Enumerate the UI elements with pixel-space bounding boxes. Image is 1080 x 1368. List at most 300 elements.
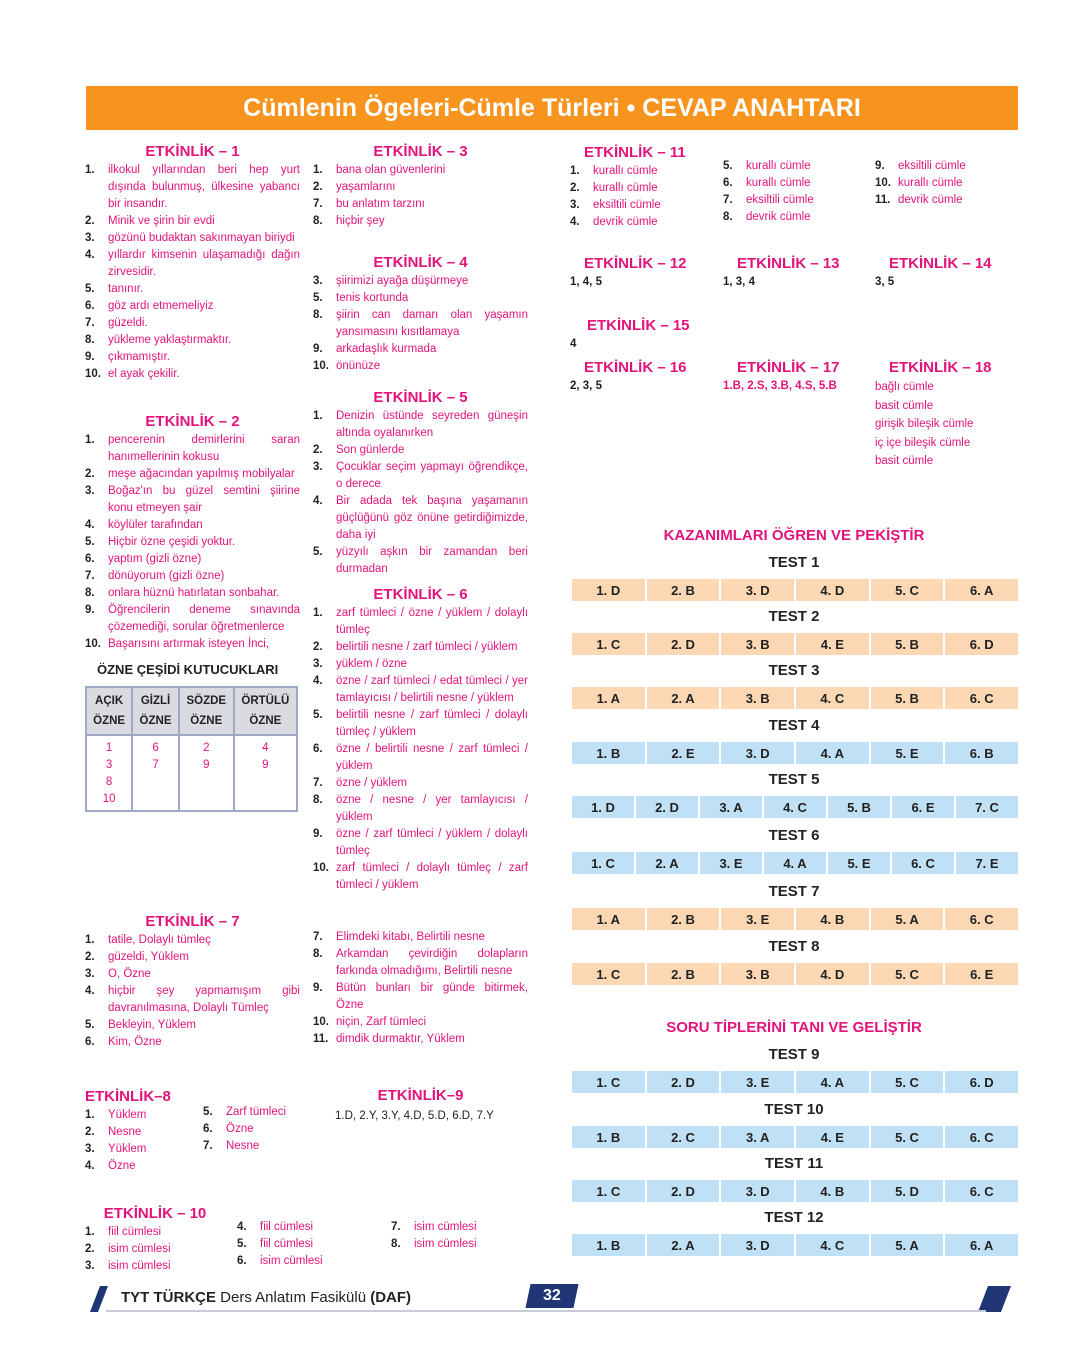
item-number: 10. (85, 368, 101, 380)
item-text: Nesne (226, 1140, 260, 1152)
test-answer-cell: 6. C (945, 1126, 1018, 1148)
page-title-banner (86, 86, 1018, 130)
test-answer-cell: 1. C (572, 633, 647, 655)
etkinlik-6-title: ETKİNLİK – 6 (373, 586, 468, 603)
test-title: TEST 11 (764, 1155, 824, 1172)
page-number: 32 (543, 1287, 561, 1304)
etkinlik-15-answer: 4 (570, 338, 577, 350)
answer-item (313, 826, 528, 860)
item-number: 9. (85, 604, 95, 616)
test-answer-cell: 4. C (764, 796, 828, 818)
test-answer-cell: 6. C (945, 908, 1018, 930)
item-number: 10. (313, 862, 329, 874)
item-text: kurallı cümle (746, 177, 811, 189)
item-text: kurallı cümle (898, 177, 963, 189)
item-text: Başarısını artırmak isteyen İnci, (108, 638, 270, 650)
page-title: Cümlenin Ögeleri-Cümle Türleri • CEVAP ANAHTARI (243, 93, 861, 122)
answer-item (313, 442, 528, 459)
kazanim-heading: KAZANIMLARI ÖĞREN VE PEKİŞTİR (663, 527, 925, 544)
etkinlik-2 (85, 413, 300, 653)
item-text: Özne (226, 1123, 254, 1135)
item-text: hiçbir şey (336, 215, 385, 227)
item-number: 2. (570, 182, 580, 194)
answer-item (85, 366, 300, 383)
test-answer-cell: 6. A (945, 579, 1018, 601)
etkinlik-13-title: ETKİNLİK – 13 (737, 255, 840, 272)
item-number: 7. (313, 931, 323, 943)
item-number: 2. (85, 1243, 95, 1255)
test-answer-cell: 4. D (796, 963, 871, 985)
item-number: 3. (85, 1260, 95, 1272)
answer-item (85, 213, 300, 230)
item-text: şiirin can damarı olan yaşamın yansımasını kısıtlamaya (336, 309, 528, 338)
answer-item (875, 158, 1015, 175)
answer-item (237, 1253, 377, 1270)
item-number: 3. (313, 658, 323, 670)
test-answer-cell: 3. B (721, 633, 796, 655)
item-text: Kim, Özne (108, 1036, 162, 1048)
item-text: özne / belirtili nesne / zarf tümleci / yüklem (336, 743, 528, 772)
footer-brand: TYT TÜRKÇE (121, 1289, 216, 1306)
answer-item (85, 315, 300, 332)
test-answer-row (572, 633, 1018, 655)
etkinlik-7-title: ETKİNLİK – 7 (145, 913, 240, 930)
etkinlik-1-title: ETKİNLİK – 1 (145, 143, 240, 160)
etkinlik-15 (570, 317, 710, 353)
answer-item (313, 605, 528, 639)
etkinlik-4 (313, 254, 528, 375)
etkinlik-12-title: ETKİNLİK – 12 (584, 255, 687, 272)
answer-item (391, 1236, 531, 1253)
item-text: onlara hüznü hatırlatan sonbahar. (108, 587, 280, 599)
footer-daf: (DAF) (370, 1289, 412, 1306)
answer-item (313, 656, 528, 673)
ozne-cell: 4 9 (234, 735, 297, 811)
item-number: 2. (85, 1126, 95, 1138)
test-answer-row (572, 1234, 1018, 1256)
answer-item (237, 1219, 377, 1236)
answer-item (85, 298, 300, 315)
item-number: 7. (313, 777, 323, 789)
item-text: ilkokul yıllarından beri hep yurt dışında bulunmuş, ülkesine yabancı bir insandır. (108, 164, 300, 210)
test-answer-cell: 4. B (796, 1180, 871, 1202)
item-number: 5. (313, 292, 323, 304)
item-number: 10. (313, 1016, 329, 1028)
test-answer-cell: 6. E (945, 963, 1018, 985)
answer-item (313, 459, 528, 493)
item-text: tatile, Dolaylı tümleç (108, 934, 211, 946)
answer-item (85, 1124, 195, 1141)
test-answer-cell: 3. E (721, 908, 796, 930)
answer-item (570, 214, 710, 231)
answer-item (313, 980, 528, 1014)
item-text: kurallı cümle (746, 160, 811, 172)
item-number: 1. (85, 1226, 95, 1238)
test-answer-cell: 5. B (828, 796, 892, 818)
item-number: 5. (203, 1106, 213, 1118)
item-number: 4. (313, 675, 323, 687)
soru-tipleri-heading: SORU TİPLERİNİ TANI VE GELİŞTİR (666, 1019, 922, 1036)
etkinlik-12-answer: 1, 4, 5 (570, 276, 602, 288)
test-answer-row (572, 742, 1018, 764)
answer-item (85, 966, 300, 983)
etkinlik-12 (570, 255, 710, 291)
item-number: 4. (237, 1221, 247, 1233)
test-answer-cell: 5. A (871, 1234, 946, 1256)
test-answer-cell: 6. C (945, 1180, 1018, 1202)
item-number: 1. (570, 165, 580, 177)
item-number: 1. (85, 1109, 95, 1121)
etkinlik-11-col3 (875, 158, 1015, 209)
ozne-header: GİZLİ ÖZNE (132, 687, 179, 735)
item-text: Minik ve şirin bir evdi (108, 215, 215, 227)
ozne-header: SÖZDE ÖZNE (179, 687, 234, 735)
test-answer-cell: 6. D (945, 633, 1018, 655)
etkinlik-10-col3 (391, 1219, 531, 1253)
answer-item (313, 775, 528, 792)
item-text: meşe ağacından yapılmış mobilyalar (108, 468, 295, 480)
item-number: 2. (85, 215, 95, 227)
answer-item (313, 408, 528, 442)
test-answer-cell: 2. D (636, 796, 700, 818)
test-answer-cell: 5. B (871, 687, 946, 709)
item-number: 3. (85, 1143, 95, 1155)
item-text: niçin, Zarf tümleci (336, 1016, 427, 1028)
etkinlik-4-title: ETKİNLİK – 4 (373, 254, 468, 271)
answer-item (313, 946, 528, 980)
test-answer-cell: 4. C (796, 687, 871, 709)
etkinlik-11 (570, 144, 710, 231)
item-number: 10. (313, 360, 329, 372)
answer-item (875, 192, 1015, 209)
item-text: tanınır. (108, 283, 144, 295)
answer-item (85, 162, 300, 213)
ozne-header: AÇIK ÖZNE (86, 687, 132, 735)
answer-item (237, 1236, 377, 1253)
item-number: 10. (875, 177, 891, 189)
item-number: 5. (85, 283, 95, 295)
item-number: 6. (203, 1123, 213, 1135)
item-text: tenis kortunda (336, 292, 409, 304)
item-number: 9. (85, 351, 95, 363)
test-answer-row (572, 687, 1018, 709)
item-text: yaşamlarını (336, 181, 396, 193)
answer-item (85, 636, 300, 653)
etkinlik-9-title: ETKİNLİK–9 (377, 1087, 464, 1104)
etkinlik-3-title: ETKİNLİK – 3 (373, 143, 468, 160)
item-number: 5. (237, 1238, 247, 1250)
test-answer-cell: 4. E (796, 1126, 871, 1148)
item-text: O, Özne (108, 968, 151, 980)
answer-item (313, 273, 528, 290)
item-number: 3. (85, 232, 95, 244)
item-number: 2. (313, 641, 323, 653)
item-number: 4. (85, 1160, 95, 1172)
etkinlik-11-title: ETKİNLİK – 11 (584, 144, 686, 161)
test-answer-cell: 4. B (796, 908, 871, 930)
test-answer-cell: 5. E (828, 852, 892, 874)
test-answer-cell: 7. E (956, 852, 1018, 874)
answer-item (85, 534, 300, 551)
item-text: Boğaz'ın bu güzel semtini şiirine konu etmeyen şair (108, 485, 300, 514)
item-number: 6. (237, 1255, 247, 1267)
item-text: isim cümlesi (414, 1238, 477, 1250)
test-title: TEST 12 (764, 1209, 824, 1226)
test-answer-cell: 1. C (572, 1180, 647, 1202)
item-number: 1. (313, 607, 323, 619)
item-text: isim cümlesi (414, 1221, 477, 1233)
answer-item (85, 551, 300, 568)
answer-item (85, 466, 300, 483)
test-answer-cell: 4. A (796, 742, 871, 764)
test-answer-cell: 2. A (647, 1234, 722, 1256)
item-number: 4. (313, 495, 323, 507)
test-title: TEST 4 (768, 717, 820, 734)
answer-item (313, 307, 528, 341)
item-text: Elimdeki kitabı, Belirtili nesne (336, 931, 485, 943)
item-text: güzeldi, Yüklem (108, 951, 189, 963)
etkinlik-18-line: basit cümle (875, 399, 934, 412)
answer-item (85, 1158, 195, 1175)
answer-item (570, 180, 710, 197)
etkinlik-13 (723, 255, 863, 291)
test-answer-cell: 1. D (572, 579, 647, 601)
answer-item (313, 929, 528, 946)
etkinlik-11-col2 (723, 158, 863, 226)
item-text: özne / yüklem (336, 777, 407, 789)
etkinlik-17 (723, 359, 873, 395)
test-answer-cell: 5. B (871, 633, 946, 655)
etkinlik-18 (875, 359, 1015, 471)
item-text: göz ardı etmemeliyiz (108, 300, 214, 312)
item-number: 8. (391, 1238, 401, 1250)
test-answer-cell: 4. A (764, 852, 828, 874)
test-answer-cell: 5. C (871, 579, 946, 601)
etkinlik-16-title: ETKİNLİK – 16 (584, 359, 687, 376)
answer-item (313, 707, 528, 741)
ozne-header: ÖRTÜLÜ ÖZNE (234, 687, 297, 735)
item-number: 9. (313, 828, 323, 840)
answer-item (313, 860, 528, 894)
test-title: TEST 6 (768, 827, 820, 844)
etkinlik-7 (85, 913, 300, 1051)
item-number: 2. (85, 468, 95, 480)
item-text: arkadaşlık kurmada (336, 343, 437, 355)
answer-item (723, 209, 863, 226)
test-title: TEST 2 (768, 608, 820, 625)
test-answer-cell: 2. C (647, 1126, 722, 1148)
item-text: el ayak çekilir. (108, 368, 180, 380)
etkinlik-13-answer: 1, 3, 4 (723, 276, 755, 288)
item-text: devrik cümle (746, 211, 811, 223)
answer-item (85, 983, 300, 1017)
answer-item (313, 493, 528, 544)
item-text: fiil cümlesi (260, 1221, 314, 1233)
test-answer-cell: 5. D (871, 1180, 946, 1202)
answer-item (313, 179, 528, 196)
item-number: 3. (570, 199, 580, 211)
answer-item (723, 175, 863, 192)
answer-item (203, 1138, 313, 1155)
item-number: 4. (85, 519, 95, 531)
item-number: 6. (85, 1036, 95, 1048)
test-answer-cell: 3. A (700, 796, 764, 818)
test-answer-cell: 1. B (572, 1126, 647, 1148)
etkinlik-8-title: ETKİNLİK–8 (85, 1088, 171, 1105)
item-text: fiil cümlesi (260, 1238, 314, 1250)
item-number: 4. (85, 985, 95, 997)
item-number: 1. (313, 164, 323, 176)
test-answer-cell: 2. A (647, 687, 722, 709)
etkinlik-18-line: iç içe bileşik cümle (875, 436, 971, 449)
test-answer-row (572, 908, 1018, 930)
item-text: şiirimizi ayağa düşürmeye (336, 275, 469, 287)
item-text: Çocuklar seçim yapmayı öğrendikçe, o derece (336, 461, 528, 490)
answer-item (85, 1017, 300, 1034)
item-text: Öğrencilerin deneme sınavında çözemediği, sorular öğretmenlerce (108, 604, 300, 633)
item-text: devrik cümle (898, 194, 963, 206)
answer-item (723, 192, 863, 209)
item-number: 2. (313, 444, 323, 456)
item-number: 6. (313, 743, 323, 755)
item-number: 7. (85, 317, 95, 329)
item-text: önünüze (336, 360, 381, 372)
item-text: isim cümlesi (108, 1243, 171, 1255)
test-answer-cell: 2. B (647, 908, 722, 930)
page-number-badge (525, 1284, 578, 1308)
etkinlik-1 (85, 143, 300, 383)
item-number: 7. (723, 194, 733, 206)
test-answer-cell: 3. D (721, 742, 796, 764)
test-answer-cell: 1. C (572, 852, 636, 874)
item-number: 8. (313, 794, 323, 806)
item-text: özne / nesne / yer tamlayıcısı / yüklem (336, 794, 528, 823)
test-answer-cell: 4. C (796, 1234, 871, 1256)
item-number: 4. (570, 216, 580, 228)
item-text: Denizin üstünde seyreden güneşin altında oyalanırken (336, 410, 528, 439)
item-number: 11. (313, 1033, 329, 1045)
item-number: 8. (313, 215, 323, 227)
footer-subtitle: Ders Anlatım Fasikülü (216, 1289, 371, 1306)
etkinlik-14-title: ETKİNLİK – 14 (889, 255, 992, 272)
etkinlik-17-answer: 1.B, 2.S, 3.B, 4.S, 5.B (723, 380, 837, 392)
answer-item (85, 230, 300, 247)
test-answer-cell: 5. C (871, 1071, 946, 1093)
answer-item (313, 213, 528, 230)
item-number: 5. (313, 709, 323, 721)
test-answer-cell: 6. C (892, 852, 956, 874)
item-number: 8. (85, 334, 95, 346)
test-answer-cell: 7. C (956, 796, 1018, 818)
item-number: 5. (85, 536, 95, 548)
test-answer-row (572, 579, 1018, 601)
etkinlik-5 (313, 389, 528, 578)
test-answer-cell: 5. C (871, 963, 946, 985)
etkinlik-18-line: basit cümle (875, 455, 934, 467)
item-number: 5. (723, 160, 733, 172)
item-text: köylüler tarafından (108, 519, 203, 531)
test-answer-cell: 5. A (871, 908, 946, 930)
test-answer-cell: 4. A (796, 1071, 871, 1093)
answer-item (875, 175, 1015, 192)
item-number: 3. (85, 968, 95, 980)
item-text: bana olan güvenlerini (336, 164, 446, 176)
answer-item (85, 349, 300, 366)
test-answer-cell: 3. A (721, 1126, 796, 1148)
test-answer-cell: 4. D (796, 579, 871, 601)
item-text: zarf tümleci / dolaylı tümleç / zarf tümleci / yüklem (336, 862, 528, 891)
test-answer-cell: 6. A (945, 1234, 1018, 1256)
item-number: 7. (313, 198, 323, 210)
answer-item (85, 602, 300, 636)
test-answer-cell: 2. A (636, 852, 700, 874)
answer-item (85, 1107, 195, 1124)
item-text: dönüyorum (gizli özne) (108, 570, 225, 582)
item-number: 9. (313, 982, 323, 994)
item-number: 5. (85, 1019, 95, 1031)
etkinlik-10-title: ETKİNLİK – 10 (103, 1205, 207, 1222)
ozne-table (85, 686, 298, 812)
answer-item (203, 1121, 313, 1138)
item-number: 9. (875, 160, 885, 172)
item-text: yükleme yaklaştırmaktır. (108, 334, 232, 346)
etkinlik-8-col2 (203, 1104, 313, 1155)
answer-item (85, 247, 300, 281)
item-text: isim cümlesi (260, 1255, 323, 1267)
etkinlik-3 (313, 143, 528, 230)
answer-item (85, 949, 300, 966)
item-text: yıllardır kimsenin ulaşamadığı dağın zirvesidir. (108, 249, 300, 278)
item-text: Nesne (108, 1126, 142, 1138)
item-number: 4. (85, 249, 95, 261)
etkinlik-15-title: ETKİNLİK – 15 (587, 317, 690, 334)
item-text: Bekleyin, Yüklem (108, 1019, 196, 1031)
footer-text (121, 1289, 411, 1306)
test-answer-cell: 2. D (647, 633, 722, 655)
test-answer-cell: 6. E (892, 796, 956, 818)
test-title: TEST 10 (764, 1101, 824, 1118)
item-text: Hiçbir özne çeşidi yoktur. (108, 536, 236, 548)
item-text: hiçbir şey yapmamışım gibi davranılmasına, Dolaylı Tümleç (108, 985, 300, 1014)
item-text: Özne (108, 1160, 136, 1172)
etkinlik-17-title: ETKİNLİK – 17 (737, 359, 840, 376)
etkinlik-9-answers: 1.D, 2.Y, 3.Y, 4.D, 5.D, 6.D, 7.Y (335, 1110, 494, 1122)
answer-item (85, 1258, 225, 1275)
test-answer-row (572, 852, 1018, 874)
item-text: eksiltili cümle (593, 199, 661, 211)
answer-item (313, 544, 528, 578)
ozne-cell: 6 7 (132, 735, 179, 811)
item-number: 6. (85, 553, 95, 565)
item-text: özne / zarf tümleci / edat tümleci / yer tamlayıcısı / belirtili nesne / yüklem (336, 675, 528, 704)
etkinlik-8 (85, 1088, 195, 1175)
answer-item (570, 197, 710, 214)
etkinlik-7-continued (313, 929, 528, 1048)
test-answer-cell: 6. C (945, 687, 1018, 709)
answer-item (313, 1014, 528, 1031)
test-answer-cell: 5. E (871, 742, 946, 764)
answer-item (313, 162, 528, 179)
answer-item (85, 483, 300, 517)
test-answer-cell: 1. C (572, 1071, 647, 1093)
item-number: 8. (85, 587, 95, 599)
answer-item (85, 1034, 300, 1051)
etkinlik-5-title: ETKİNLİK – 5 (373, 389, 468, 406)
item-text: kurallı cümle (593, 182, 658, 194)
item-number: 7. (391, 1221, 401, 1233)
test-answer-cell: 1. D (572, 796, 636, 818)
item-text: Yüklem (108, 1143, 147, 1155)
